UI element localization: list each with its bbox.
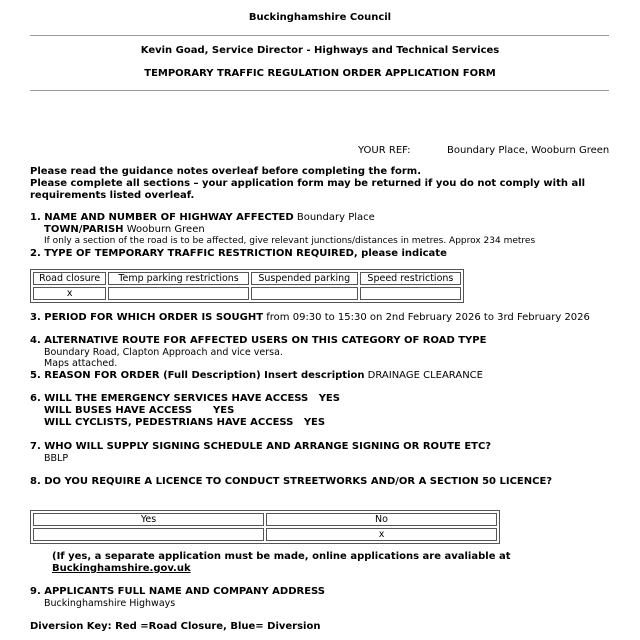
buses-answer: YES (213, 405, 235, 416)
town-parish (44, 224, 205, 235)
form-title: TEMPORARY TRAFFIC REGULATION ORDER APPLICATION FORM (144, 68, 496, 79)
emergency-question: 6. WILL THE EMERGENCY SERVICES HAVE ACCESS (30, 393, 309, 404)
intro-line-3: requirements listed overleaf. (30, 190, 195, 201)
section-7-heading: 7. WHO WILL SUPPLY SIGNING SCHEDULE AND ARRANGE SIGNING OR ROUTE ETC? (30, 441, 492, 452)
section-1-heading: 1. NAME AND NUMBER OF HIGHWAY AFFECTED (30, 212, 294, 223)
licence-table (30, 510, 500, 544)
licence-mark[interactable]: x (266, 528, 497, 541)
table-row (33, 272, 461, 285)
divider (30, 90, 609, 91)
restriction-header: Road closure (33, 272, 106, 285)
section-3 (30, 312, 590, 323)
ref-value: Boundary Place, Wooburn Green (447, 145, 610, 156)
restriction-mark[interactable] (251, 287, 358, 300)
intro-line-2: Please complete all sections – your application form may be returned if you do not comply with all (30, 178, 586, 189)
alt-route-line-2: Maps attached. (44, 358, 118, 369)
section-5 (30, 370, 483, 381)
section-8-heading: 8. DO YOU REQUIRE A LICENCE TO CONDUCT STREETWORKS AND/OR A SECTION 50 LICENCE? (30, 476, 553, 487)
section-6-q3 (44, 417, 325, 428)
restriction-mark[interactable]: x (33, 287, 106, 300)
restriction-header: Temp parking restrictions (108, 272, 248, 285)
ref-label: YOUR REF: (358, 145, 411, 156)
licence-header: Yes (33, 513, 264, 526)
licence-link[interactable]: Buckinghamshire.gov.uk (52, 563, 191, 574)
applicant-name: Buckinghamshire Highways (44, 598, 176, 609)
divider (30, 35, 609, 36)
licence-mark[interactable] (33, 528, 264, 541)
council-name: Buckinghamshire Council (248, 12, 392, 23)
table-row (33, 513, 497, 526)
table-row (33, 287, 461, 300)
highway-name: Boundary Place (296, 212, 375, 223)
licence-note: (If yes, a separate application must be made, online applications are avaliable at (52, 551, 511, 562)
section-2-heading: 2. TYPE OF TEMPORARY TRAFFIC RESTRICTION REQUIRED, please indicate (30, 248, 447, 259)
section-4-heading: 4. ALTERNATIVE ROUTE FOR AFFECTED USERS ON THIS CATEGORY OF ROAD TYPE (30, 335, 487, 346)
director-line: Kevin Goad, Service Director - Highways and Technical Services (140, 45, 500, 56)
section-1 (30, 212, 375, 223)
signing-supplier: BBLP (44, 453, 69, 464)
cyclists-answer: YES (303, 417, 326, 428)
intro-line-1: Please read the guidance notes overleaf before completing the form. (30, 166, 422, 177)
section-6-q2 (44, 405, 234, 416)
town-label: TOWN/PARISH (44, 224, 124, 235)
section-1-note: If only a section of the road is to be affected, give relevant junctions/distances in metres. Approx 234 metres (44, 236, 536, 246)
section-3-heading: 3. PERIOD FOR WHICH ORDER IS SOUGHT (30, 312, 264, 323)
restriction-header: Speed restrictions (360, 272, 461, 285)
licence-header: No (266, 513, 497, 526)
emergency-answer: YES (318, 393, 340, 404)
section-5-heading: 5. REASON FOR ORDER (Full Description) Insert description (30, 370, 365, 381)
town-value: Wooburn Green (126, 224, 205, 235)
restriction-mark[interactable] (360, 287, 461, 300)
section-9-heading: 9. APPLICANTS FULL NAME AND COMPANY ADDRESS (30, 586, 325, 597)
diversion-key: Diversion Key: Red =Road Closure, Blue= Diversion (30, 621, 321, 632)
cyclists-question: WILL CYCLISTS, PEDESTRIANS HAVE ACCESS (44, 417, 294, 428)
alt-route-line-1: Boundary Road, Clapton Approach and vice versa. (44, 347, 283, 358)
period-value: from 09:30 to 15:30 on 2nd February 2026 to 3rd February 2026 (266, 312, 590, 323)
table-row (33, 528, 497, 541)
reason-value: DRAINAGE CLEARANCE (367, 370, 483, 381)
buses-question: WILL BUSES HAVE ACCESS (44, 405, 193, 416)
restriction-table (30, 269, 464, 303)
restriction-mark[interactable] (108, 287, 248, 300)
restriction-header: Suspended parking (251, 272, 358, 285)
section-6-q1 (30, 393, 340, 404)
